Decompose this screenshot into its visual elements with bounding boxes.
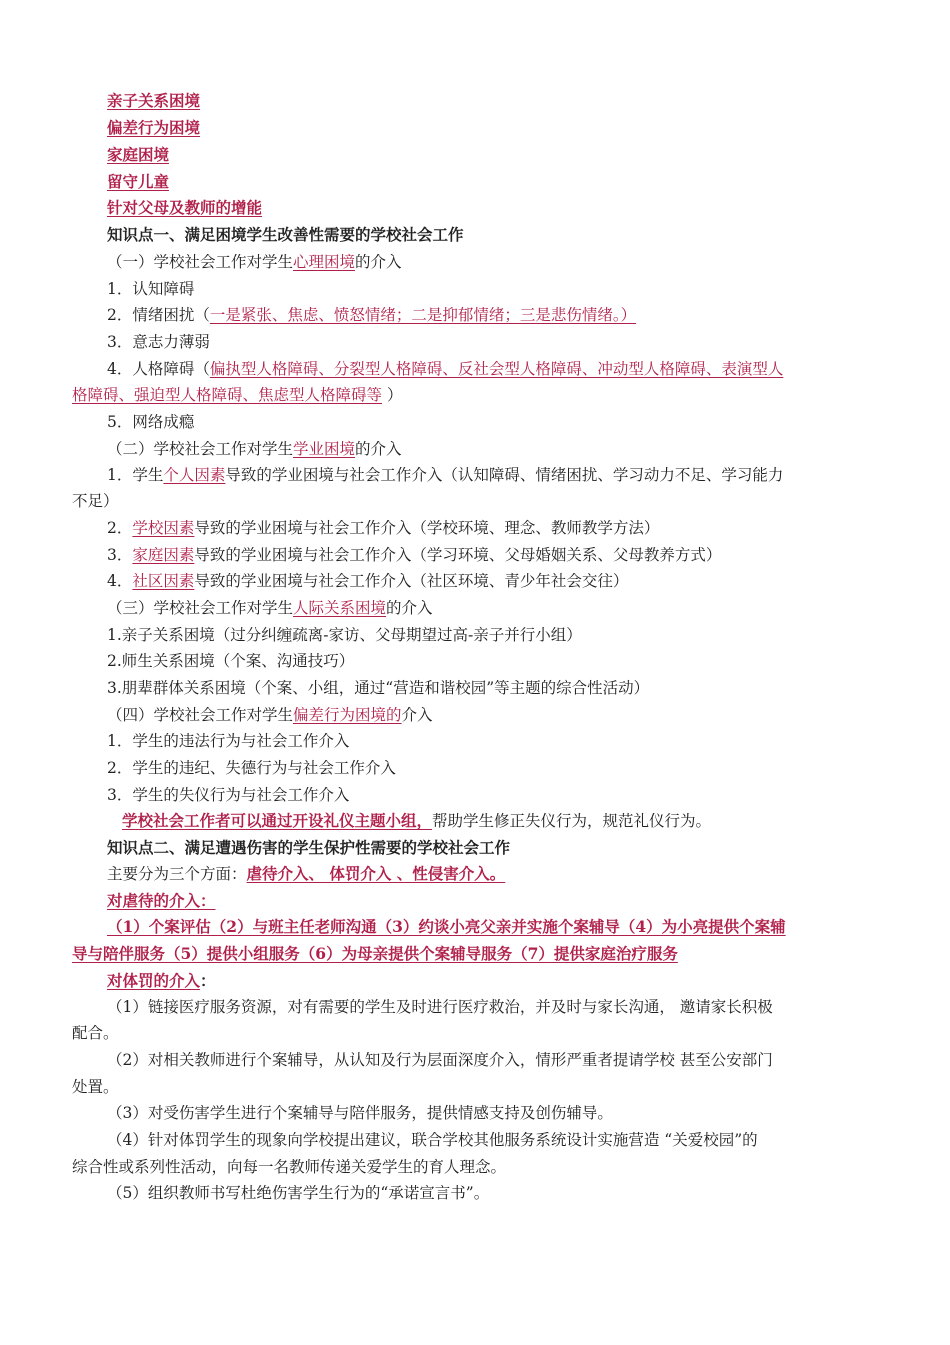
psych-item-2-hl: 一是紧张、焦虑、愤怒情绪；二是抑郁情绪；三是悲伤情绪。） — [209, 306, 637, 324]
interpersonal-item-1: 1.亲子关系困境（过分纠缠疏离-家访、父母期望过高-亲子并行小组） — [107, 626, 582, 644]
academic-item-4-pre: 4． — [107, 572, 133, 590]
corporal-item-3: （3）对受伤害学生进行个案辅导与陪伴服务，提供情感支持及创伤辅导。 — [107, 1104, 613, 1122]
deviant-item-3: 3．学生的失仪行为与社会工作介入 — [107, 786, 350, 804]
section-interpersonal-post: 的介入 — [386, 599, 433, 617]
corporal-item-5: （5）组织教师书写杜绝伤害学生行为的“承诺宣言书”。 — [107, 1184, 490, 1202]
corporal-item-4-cont: 综合性或系列性活动，向每一名教师传递关爱学生的育人理念。 — [72, 1158, 507, 1176]
academic-item-4-post: 导致的学业困境与社会工作介入（社区环境、青少年社会交往） — [194, 572, 629, 590]
kp2-intro-pre: 主要分为三个方面： — [107, 865, 247, 883]
corporal-item-1: （1）链接医疗服务资源，对有需要的学生及时进行医疗救治，并及时与家长沟通， 邀请家长积极 — [107, 998, 773, 1016]
deviant-item-1: 1．学生的违法行为与社会工作介入 — [107, 732, 350, 750]
academic-item-1-cont: 不足） — [72, 492, 119, 510]
psych-item-2 — [107, 304, 636, 326]
section-academic-pre: （二）学校社会工作对学生 — [107, 440, 294, 458]
section-interpersonal-pre: （三）学校社会工作对学生 — [107, 599, 294, 617]
psych-item-4-cont — [72, 384, 402, 406]
corporal-item-2-cont: 处置。 — [72, 1078, 119, 1096]
deviant-item-2: 2．学生的违纪、失德行为与社会工作介入 — [107, 759, 396, 777]
section-deviant-hl: 偏差行为困境的 — [293, 706, 402, 724]
link-left-behind-children[interactable]: 留守儿童 — [107, 172, 170, 191]
abuse-steps-line-2: 导与陪伴服务（5）提供小组服务（6）为母亲提供个案辅导服务（7）提供家庭治疗服务 — [72, 944, 678, 963]
kp2-intro — [107, 863, 505, 885]
psych-item-1: 1．认知障碍 — [107, 280, 195, 298]
corporal-title-hl: 对体罚的介入 — [107, 971, 201, 990]
academic-item-1-post: 导致的学业困境与社会工作介入（认知障碍、情绪困扰、学习动力不足、学习能力 — [225, 466, 784, 484]
psych-item-3: 3．意志力薄弱 — [107, 333, 210, 351]
academic-item-2-pre: 2． — [107, 519, 133, 537]
section-interpersonal — [107, 597, 433, 619]
academic-item-4-hl: 社区因素 — [132, 572, 195, 590]
psych-item-2-pre: 2．情绪困扰（ — [107, 306, 210, 324]
psych-item-4-post: ） — [382, 386, 403, 404]
academic-item-3-hl: 家庭因素 — [132, 546, 195, 564]
section-deviant-pre: （四）学校社会工作对学生 — [107, 706, 294, 724]
academic-item-2-hl: 学校因素 — [132, 519, 195, 537]
academic-item-3 — [107, 544, 721, 566]
academic-item-2-post: 导致的学业困境与社会工作介入（学校环境、理念、教师教学方法） — [194, 519, 660, 537]
etiquette-group-note — [122, 810, 711, 832]
etiquette-group-post: 帮助学生修正失仪行为，规范礼仪行为。 — [432, 812, 712, 830]
academic-item-4 — [107, 570, 628, 592]
corporal-title-post: ： — [200, 971, 216, 990]
interpersonal-item-2: 2.师生关系困境（个案、沟通技巧） — [107, 652, 355, 670]
abuse-title: 对虐待的介入： — [107, 891, 216, 910]
link-deviant-behavior[interactable]: 偏差行为困境 — [107, 118, 201, 137]
section-deviant — [107, 704, 433, 726]
psych-item-4 — [107, 358, 783, 380]
section-interpersonal-hl: 人际关系困境 — [293, 599, 387, 617]
section-psych-hl: 心理困境 — [293, 253, 356, 271]
kp2-intro-hl: 虐待介入、 体罚介入 、性侵害介入。 — [246, 864, 506, 883]
academic-item-1-hl: 个人因素 — [163, 466, 226, 484]
kp2-heading: 知识点二、满足遭遇伤害的学生保护性需要的学校社会工作 — [107, 838, 511, 857]
link-empowerment[interactable]: 针对父母及教师的增能 — [107, 198, 263, 217]
link-family[interactable]: 家庭困境 — [107, 145, 170, 164]
abuse-steps-line-1: （1）个案评估（2）与班主任老师沟通（3）约谈小亮父亲并实施个案辅导（4）为小亮提供个案辅 — [107, 917, 786, 936]
corporal-title — [107, 970, 216, 992]
academic-item-3-pre: 3． — [107, 546, 133, 564]
psych-item-4-hl2: 格障碍、强迫型人格障碍、焦虑型人格障碍等 — [72, 386, 383, 404]
link-parent-child[interactable]: 亲子关系困境 — [107, 91, 201, 110]
corporal-item-2: （2）对相关教师进行个案辅导，从认知及行为层面深度介入，情形严重者提请学校 甚至公安部门 — [107, 1051, 773, 1069]
section-academic-hl: 学业困境 — [293, 440, 356, 458]
etiquette-group-hl: 学校社会工作者可以通过开设礼仪主题小组， — [122, 811, 433, 830]
psych-item-4-pre: 4．人格障碍（ — [107, 360, 210, 378]
corporal-item-4: （4）针对体罚学生的现象向学校提出建议，联合学校其他服务系统设计实施营造 “关爱校园”的 — [107, 1131, 758, 1149]
academic-item-1 — [107, 464, 783, 486]
psych-item-4-hl1: 偏执型人格障碍、分裂型人格障碍、反社会型人格障碍、冲动型人格障碍、表演型人 — [209, 360, 784, 378]
kp1-heading: 知识点一、满足困境学生改善性需要的学校社会工作 — [107, 225, 464, 244]
corporal-item-1-cont: 配合。 — [72, 1024, 119, 1042]
section-psych-pre: （一）学校社会工作对学生 — [107, 253, 294, 271]
interpersonal-item-3: 3.朋辈群体关系困境（个案、小组，通过“营造和谐校园”等主题的综合性活动） — [107, 679, 650, 697]
section-academic-post: 的介入 — [355, 440, 402, 458]
academic-item-3-post: 导致的学业困境与社会工作介入（学习环境、父母婚姻关系、父母教养方式） — [194, 546, 722, 564]
section-academic — [107, 438, 402, 460]
academic-item-1-pre: 1．学生 — [107, 466, 164, 484]
section-psych — [107, 251, 402, 273]
section-psych-post: 的介入 — [355, 253, 402, 271]
academic-item-2 — [107, 517, 659, 539]
psych-item-5: 5．网络成瘾 — [107, 413, 195, 431]
section-deviant-post: 介入 — [401, 706, 433, 724]
